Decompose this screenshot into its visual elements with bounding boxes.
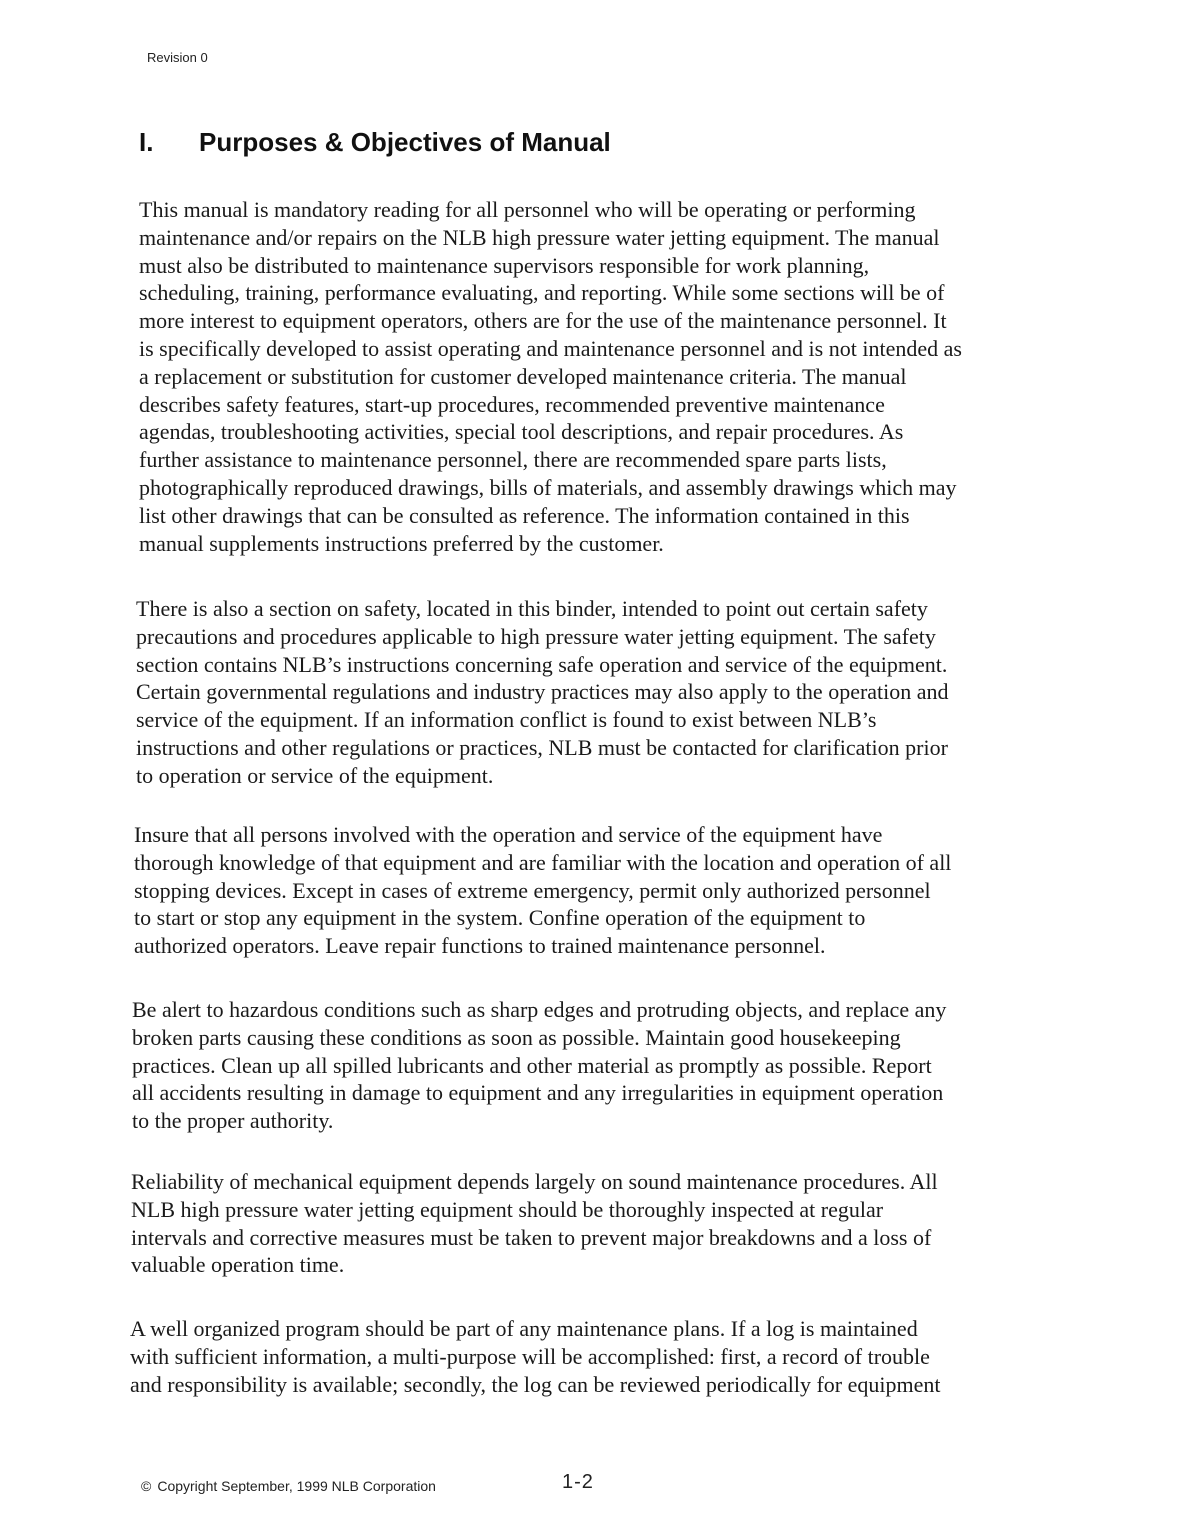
paragraph-line: section contains NLB’s instructions concerning safe operation and service of the equipment. [136,651,948,677]
paragraph-line: must also be distributed to maintenance supervisors responsible for work planning, [139,252,870,278]
paragraph-line: with sufficient information, a multi-purpose will be accomplished: first, a record of trouble [130,1343,930,1369]
footer-copyright [141,1478,436,1494]
paragraph-line: precautions and procedures applicable to high pressure water jetting equipment. The safety [136,623,936,649]
paragraph-line: practices. Clean up all spilled lubricants and other material as promptly as possible. Report [132,1052,932,1078]
paragraph-line: list other drawings that can be consulted as reference. The information contained in this [139,502,910,528]
paragraph-line: agendas, troubleshooting activities, special tool descriptions, and repair procedures. As [139,419,904,445]
section-heading [139,127,611,158]
paragraph-line: describes safety features, start-up procedures, recommended preventive maintenance [139,391,885,417]
paragraph-personnel [134,821,951,960]
paragraph-line: intervals and corrective measures must be taken to prevent major breakdowns and a loss of [131,1224,932,1250]
paragraph-line: and responsibility is available; secondly, the log can be reviewed periodically for equipment [130,1371,941,1397]
paragraph-line: to operation or service of the equipment. [136,762,494,788]
paragraph-line: all accidents resulting in damage to equipment and any irregularities in equipment operation [132,1080,944,1106]
paragraph-line: scheduling, training, performance evaluating, and reporting. While some sections will be of [139,280,945,306]
paragraph-line: stopping devices. Except in cases of extreme emergency, permit only authorized personnel [134,877,931,903]
paragraph-line: to the proper authority. [132,1108,334,1134]
paragraph-line: instructions and other regulations or practices, NLB must be contacted for clarification prior [136,734,948,760]
paragraph-line: further assistance to maintenance personnel, there are recommended spare parts lists, [139,447,887,473]
paragraph-line: Reliability of mechanical equipment depends largely on sound maintenance procedures. All [131,1169,938,1194]
page-number: 1-2 [562,1471,594,1493]
paragraph-line: to start or stop any equipment in the system. Confine operation of the equipment to [134,905,866,931]
paragraph-line: manual supplements instructions preferred by the customer. [139,530,664,556]
paragraph-line: A well organized program should be part of any maintenance plans. If a log is maintained [130,1316,918,1341]
paragraph-line: maintenance and/or repairs on the NLB high pressure water jetting equipment. The manual [139,224,940,250]
section-title: Purposes & Objectives of Manual [199,127,611,157]
paragraph-line: valuable operation time. [131,1252,345,1278]
section-number: I. [139,127,154,157]
paragraph-line: broken parts causing these conditions as soon as possible. Maintain good housekeeping [132,1024,901,1050]
paragraph-safety-section [136,595,949,790]
paragraph-line: NLB high pressure water jetting equipment should be thoroughly inspected at regular [131,1196,884,1222]
paragraph-purpose [139,196,962,557]
paragraph-line: Certain governmental regulations and industry practices may also apply to the operation and [136,679,949,705]
copyright-icon: © [141,1478,152,1494]
paragraph-line: photographically reproduced drawings, bills of materials, and assembly drawings which may [139,474,957,500]
paragraph-line: Be alert to hazardous conditions such as sharp edges and protruding objects, and replace any [132,997,947,1022]
paragraph-line: is specifically developed to assist operating and maintenance personnel and is not intended as [139,335,962,361]
copyright-text: Copyright September, 1999 NLB Corporation [157,1478,436,1494]
paragraph-maintenance-log [130,1315,941,1398]
paragraph-line: more interest to equipment operators, others are for the use of the maintenance personnel. It [139,308,947,334]
paragraph-reliability [131,1168,938,1279]
paragraph-line: thorough knowledge of that equipment and are familiar with the location and operation of all [134,849,952,875]
revision-label: Revision 0 [147,50,208,65]
paragraph-line: a replacement or substitution for customer developed maintenance criteria. The manual [139,363,907,389]
paragraph-hazards [132,996,946,1135]
paragraph-line: Insure that all persons involved with the operation and service of the equipment have [134,822,883,847]
paragraph-line: service of the equipment. If an information conflict is found to exist between NLB’s [136,707,877,733]
paragraph-line: There is also a section on safety, located in this binder, intended to point out certain safety [136,596,928,621]
paragraph-line: authorized operators. Leave repair functions to trained maintenance personnel. [134,933,826,959]
paragraph-line: This manual is mandatory reading for all personnel who will be operating or performing [139,197,916,222]
